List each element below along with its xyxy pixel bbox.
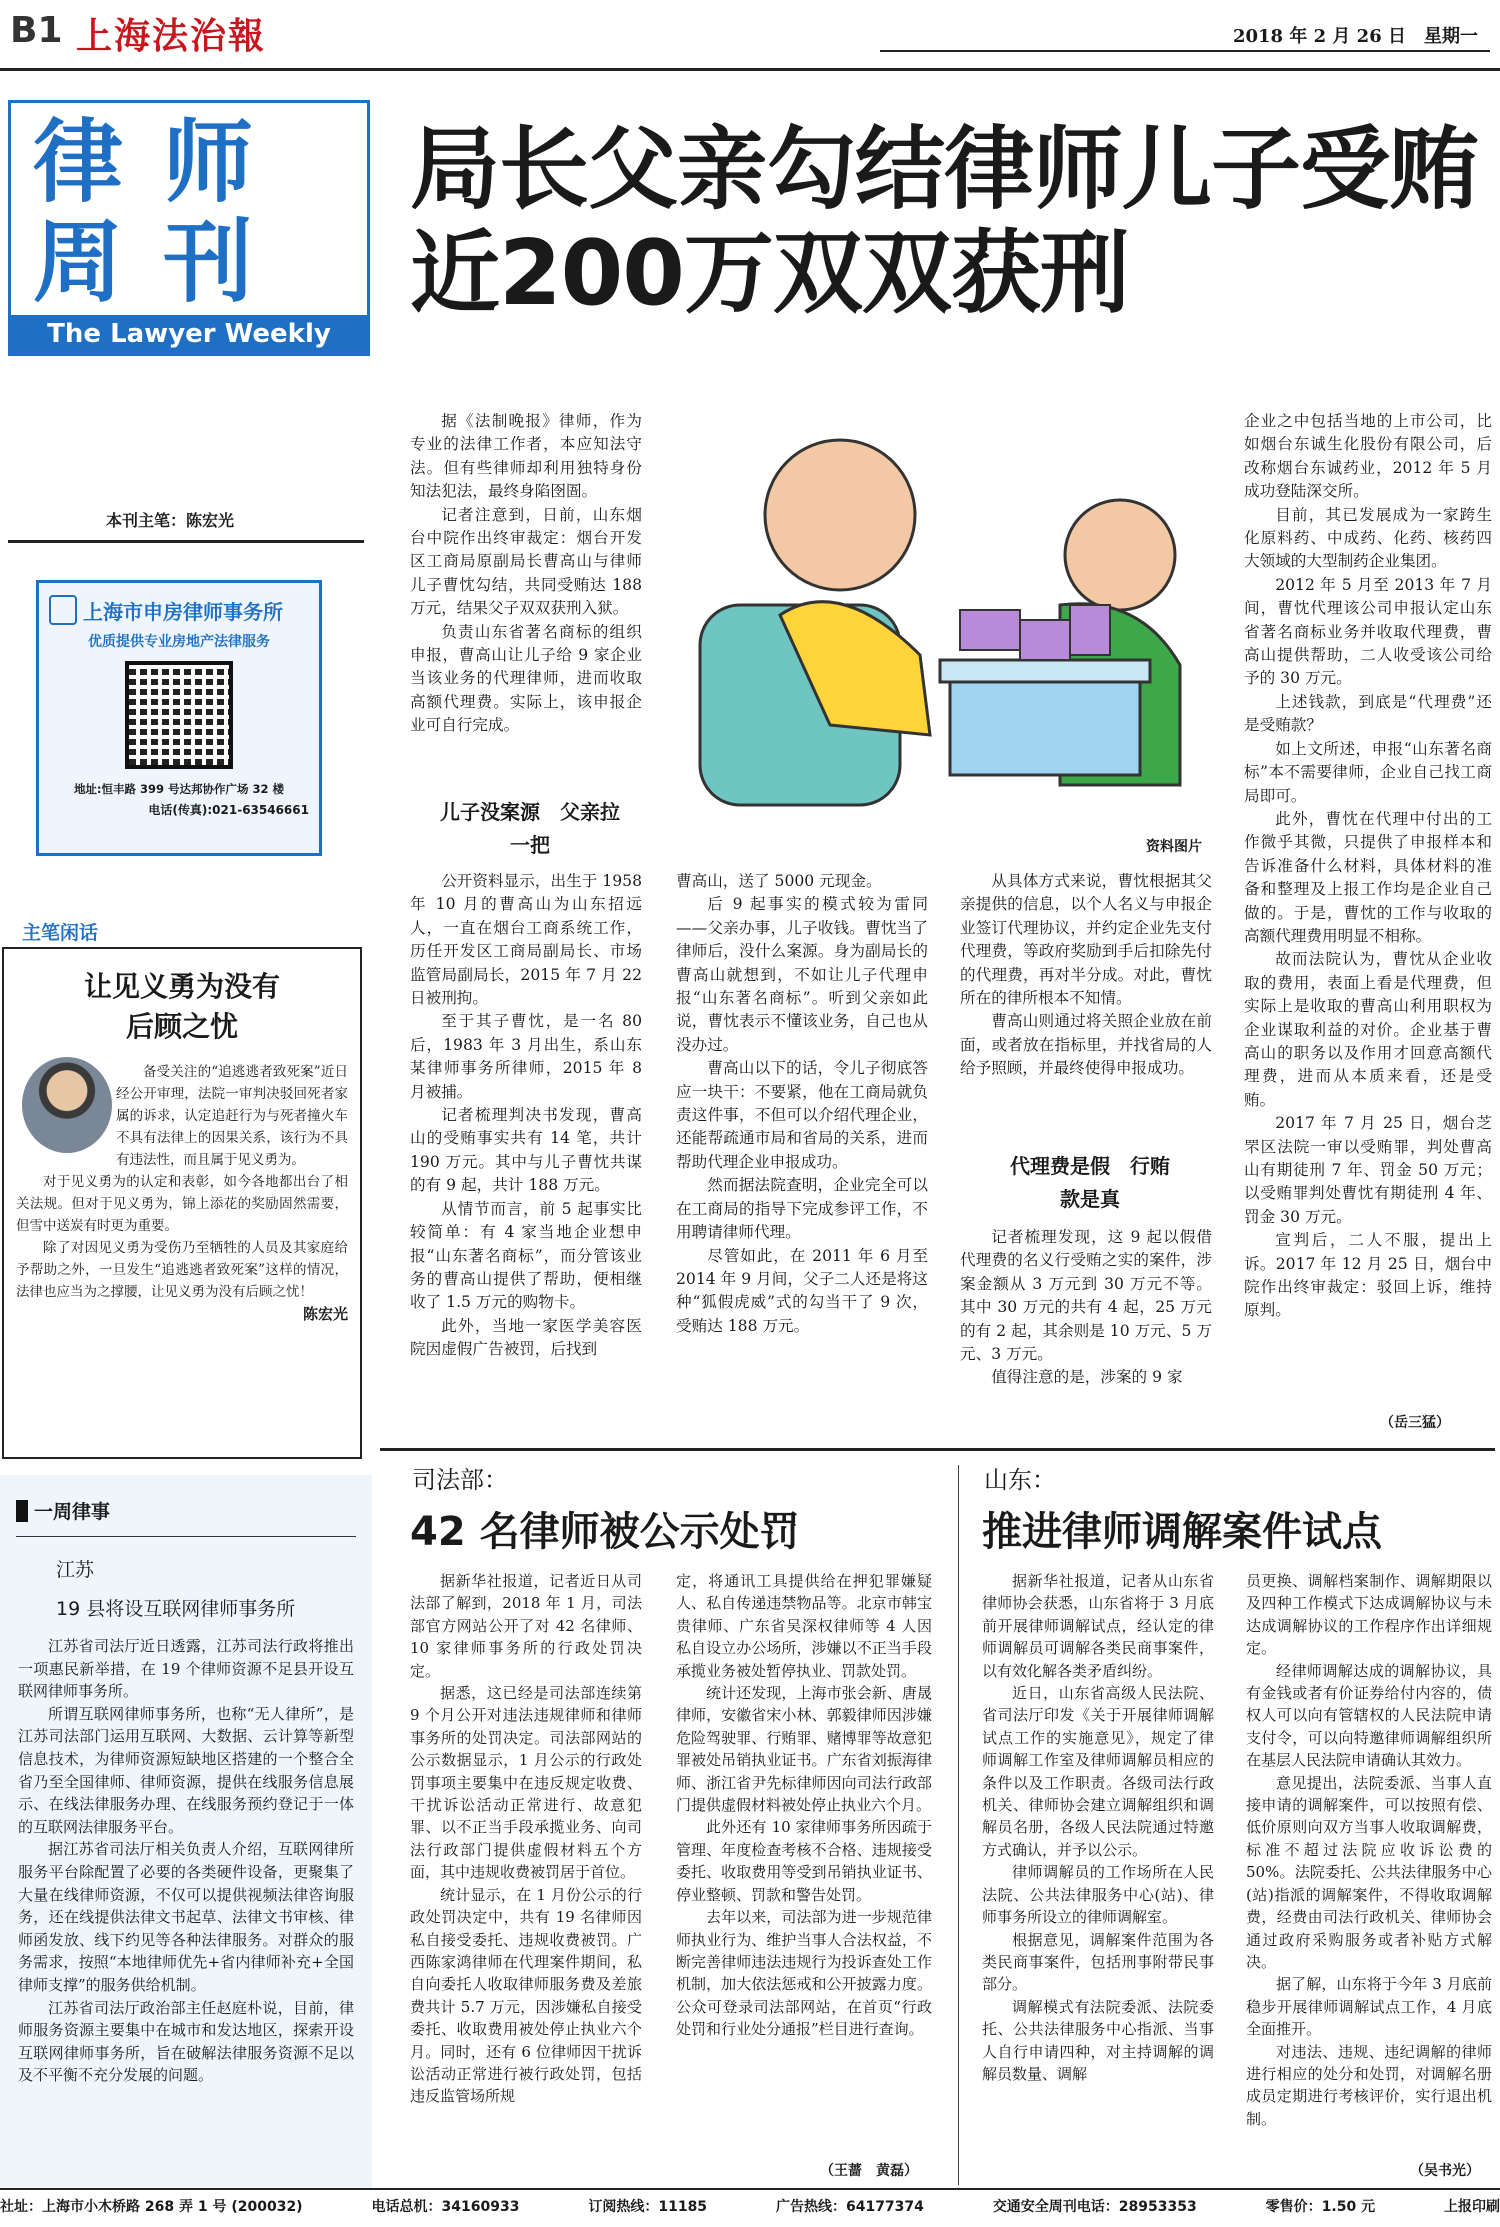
weekly-news-paragraph: 江苏省司法厅政治部主任赵庭朴说，目前，律师服务资源主要集中在城市和发达地区，探索开设互联网律师事务所，旨在破解法律服务资源不足以及不平衡不充分发展的问题。 — [18, 1998, 354, 2085]
section-marker-icon — [16, 1500, 28, 1522]
page-number-text: B1 — [10, 10, 63, 51]
right-story-kicker: 山东： — [984, 1466, 1056, 1494]
mid-story-headline: 42 名律师被公示处罚 — [410, 1509, 800, 1555]
mid-story-paragraph: 据悉，这已经是司法部连续第 9 个月公开对违法违规律师和律师事务所的处罚决定。司法部网站的公示数据显示，1 月公示的行政处罚事项主要集中在违反规定收费、干扰诉讼活动正常进行、故意犯罪、以不正当手段承揽业务、向司法行政部门提供虚假材料五个方面，其中违规收费被罚居于首位。 — [410, 1684, 642, 1882]
paper-name: 上海法治報 — [76, 15, 267, 57]
right-story-headline: 推进律师调解案件试点 — [982, 1509, 1382, 1555]
column-brand-title: 律师周刊 — [33, 110, 293, 315]
lead-paragraph: 故而法院认为，曹忱从企业收取的费用，表面上看是代理费，但实际上是收取的曹高山利用职权为企业谋取利益的对价。企业基于曹高山的职务以及作用才回意高额代理费，进而从本质来看，还是受贿。 — [1244, 950, 1492, 1109]
lead-illustration — [680, 405, 1210, 825]
editorial-author: 陈宏光 — [302, 1305, 348, 1323]
weekly-news-paragraph: 所谓互联网律师事务所，也称“无人律所”，是江苏司法部门运用互联网、大数据、云计算等新型信息技术，为律师资源短缺地区搭建的一个整合全省乃至全国律师、律师资源，提供在线服务信息展示、在线法律服务办理、在线服务预约登记于一体的互联网法律服务平台。 — [18, 1704, 354, 1836]
right-story-column-1 — [982, 1570, 1214, 2182]
weekly-news-paragraph: 江苏省司法厅近日透露，江苏司法行政将推出一项惠民新举措，在 19 个律师资源不足县开设互联网律师事务所。 — [18, 1637, 354, 1701]
mid-story-paragraph: 此外还有 10 家律师事务所因疏于管理、年度检查考核不合格、违规接受委托、收取费用等受到吊销执业证书、停业整顿、罚款和警告处罚。 — [676, 1818, 932, 1904]
mid-story-paragraph: 统计还发现，上海市张会新、唐晟律师，安徽省宋小林、郭毅律师因涉嫌危险驾驶罪、行贿罪、赌博罪等故意犯罪被处吊销执业证书。广东省刘振海律师、浙江省尹先标律师因向司法行政部门提供虚假材料被处停止执业六个月。 — [676, 1684, 932, 1815]
lead-paragraph: 然而据法院查明，企业完全可以在工商局的指导下完成参评工作，不用聘请律师代理。 — [676, 1176, 928, 1242]
lead-paragraph: 此外，曹忱在代理中付出的工作微乎其微，只提供了申报样本和告诉准备什么材料，具体材料的准备和整理及上报工作均是企业自己做的。于是，曹忱的工作与收取的高额代理费用明显不相称。 — [1244, 809, 1492, 945]
lead-paragraph: 据《法制晚报》律师，作为专业的法律工作者，本应知法守法。但有些律师却利用独特身份知法犯法，最终身陷囹圄。 — [410, 412, 642, 501]
right-story-column-2 — [1246, 1570, 1492, 2160]
lead-paragraph: 记者梳理发现，这 9 起以假借代理费的名义行受贿之实的案件，涉案金额从 3 万元到 30 万元不等。其中 30 万元的共有 4 起，25 万元的有 2 起，其余则是 10 万元、5 万元、3 万元。 — [960, 1228, 1212, 1364]
lead-column-1 — [410, 410, 642, 810]
lead-paragraph: 曹高山，送了 5000 元现金。 — [676, 872, 882, 890]
right-story-paragraph: 调解模式有法院委派、法院委托、公共法律服务中心指派、当事人自行申请四种，对主持调解的调解员数量、调解 — [982, 1997, 1214, 2083]
mid-story-kicker: 司法部： — [412, 1466, 508, 1494]
footer-subscribe: 订阅热线：11185 — [588, 2199, 708, 2215]
footer-printer: 上报印刷 — [1443, 2199, 1500, 2215]
lead-paragraph: 负责山东省著名商标的组织申报，曹高山让儿子给 9 家企业当该业务的代理律师，进而收取高额代理费。实际上，该申报企业可自行完成。 — [410, 622, 642, 735]
editorial-paragraph: 对于见义勇为的认定和表彰，如今各地都出台了相关法规。但对于见义勇为，锦上添花的奖励固然需要，但雪中送炭有时更为重要。 — [16, 1174, 348, 1234]
lead-paragraph: 曹高山则通过将关照企业放在前面，或者放在指标里，并找省局的人给予照顾，并最终使得申报成功。 — [960, 1012, 1212, 1078]
lead-paragraph: 值得注意的是，涉案的 9 家 — [991, 1368, 1183, 1387]
mid-story-column-1 — [410, 1570, 642, 2180]
editorial-box — [2, 947, 362, 1459]
column-brand — [8, 100, 370, 356]
right-story-paragraph: 员更换、调解档案制作、调解期限以及四种工作模式下达成调解协议与未达成调解协议的工作程序作出详细规定。 — [1246, 1572, 1492, 1658]
lead-subheading-1: 儿子没案源 父亲拉一把 — [440, 800, 620, 857]
lead-column-3 — [960, 870, 1212, 1160]
lead-paragraph: 记者注意到，日前，山东烟台中院作出终审裁定：烟台开发区工商局原副局长曹高山与律师儿子曹忱勾结，共同受贿达 188 万元，结果父子双双获刑入狱。 — [410, 505, 642, 618]
lead-paragraph: 尽管如此，在 2011 年 6 月至 2014 年 9 月间，父子二人还是将这种“狐假虎威”式的勾当干了 9 次，受贿达 188 万元。 — [676, 1246, 928, 1335]
column-brand-subtitle: The Lawyer Weekly — [11, 315, 367, 353]
lead-column-3b — [960, 1226, 1212, 1436]
lead-headline: 局长父亲勾结律师儿子受贿近200万双双获刑 — [410, 117, 1478, 326]
right-story-author: （吴书光） — [1410, 2163, 1480, 2179]
law-firm-address: 地址:恒丰路 399 号达邦协作广场 32 楼 — [73, 782, 285, 796]
mid-story-paragraph: 去年以来，司法部为进一步规范律师执业行为、维护当事人合法权益，不断完善律师违法违规行为投诉查处工作机制，加大依法惩戒和公开披露力度。公众可登录司法部网站，在首页“行政处罚和行业处分通报”栏目进行查询。 — [676, 1908, 932, 2039]
right-story-paragraph: 据了解，山东将于今年 3 月底前稳步开展律师调解试点工作，4 月底全面推开。 — [1246, 1975, 1492, 2039]
column-editor: 本刊主笔：陈宏光 — [106, 511, 235, 530]
law-firm-logo-icon — [49, 595, 77, 625]
right-story-paragraph: 根据意见，调解案件范围为各类民商事案件，包括刑事附带民事部分。 — [982, 1930, 1214, 1994]
lead-column-4 — [1244, 410, 1492, 1410]
right-story-paragraph: 对违法、违规、违纪调解的律师进行相应的处分和处罚，对调解名册成员定期进行考核评价，实行退出机制。 — [1246, 2042, 1492, 2128]
mid-story-paragraph: 定，将通讯工具提供给在押犯罪嫌疑人、私自传递违禁物品等。北京市韩宝贵律师、广东省吴深权律师等 4 人因私自设立办公场所，涉嫌以不正当手段承揽业务被处暂停执业、罚款处罚。 — [676, 1572, 932, 1680]
lead-subheading-2: 代理费是假 行贿款是真 — [1010, 1154, 1170, 1211]
law-firm-slogan: 优质提供专业房地产法律服务 — [88, 634, 270, 650]
weekly-news-title: 19 县将设互联网律师事务所 — [56, 1598, 296, 1620]
mid-story-paragraph: 统计显示，在 1 月份公示的行政处罚决定中，共有 19 名律师因私自接受委托、违规收费被罚。广西陈家鸿律师在代理案件期间，私自向委托人收取律师服务费及差旅费共计 5.7 万元，因涉嫌私自接受委托、收取费用被处停止执业六个月。同时，还有 6 位律师因干扰诉讼活动正常进行被行政处罚，包括违反监管场所规 — [410, 1885, 642, 2106]
image-caption: 资料图片 — [1146, 839, 1202, 855]
law-firm-name: 上海市申房律师事务所 — [83, 599, 283, 624]
lead-paragraph: 记者梳理判决书发现，曹高山的受贿事实共有 14 笔，共计 190 万元。其中与儿子曹忱共谋的有 9 起，共计 188 万元。 — [410, 1106, 642, 1195]
lead-paragraph: 从情节而言，前 5 起事实比较简单：有 4 家当地企业想申报“山东著名商标”，而分管该业务的曹高山提供了帮助，便相继收了 1.5 万元的购物卡。 — [410, 1199, 642, 1312]
lead-column-1b — [410, 870, 642, 1430]
lead-paragraph: 从具体方式来说，曹忱根据其父亲提供的信息，以个人名义与申报企业签订代理协议，并约定企业先支付代理费，等政府奖励到手后扣除先付的代理费，再对半分成。对此，曹忱所在的律所根本不知情。 — [960, 872, 1212, 1008]
column-divider — [958, 1465, 959, 2185]
editorial-paragraph: 除了对因见义勇为受伤乃至牺牲的人员及其家庭给予帮助之外，一旦发生“追逃逃者致死案”这样的情况，法律也应当为之撑腰，让见义勇为没有后顾之忧！ — [16, 1240, 348, 1300]
mid-story-paragraph: 据新华社报道，记者近日从司法部了解到，2018 年 1 月，司法部官方网站公开了对 42 名律师、10 家律师事务所的行政处罚决定。 — [410, 1572, 642, 1680]
right-story-paragraph: 经律师调解达成的调解协议，具有金钱或者有价证券给付内容的，债权人可以向有管辖权的人民法院申请支付令，可以向特邀律师调解组织所在基层人民法院申请确认其效力。 — [1246, 1661, 1492, 1770]
right-story-paragraph: 意见提出，法院委派、当事人直接申请的调解案件，可以按照有偿、低价原则向双方当事人收取调解费，标准不超过法院应收诉讼费的 50%。法院委托、公共法律服务中心(站)指派的调解案件，不得收取调解费，经费由司法行政机关、律师协会通过政府采购服务或者补贴方式解决。 — [1246, 1773, 1492, 1971]
law-firm-ad[interactable] — [36, 580, 322, 856]
weekly-news-paragraph: 据江苏省司法厅相关负责人介绍，互联网律所服务平台除配置了必要的各类硬件设备，更聚集了大量在线律师资源，不仅可以提供视频法律咨询服务，还在线提供法律文书起草、法律文书审核、律师函发放、线下约见等各种法律服务。对群众的服务需求，按照“本地律师优先+省内律师补充+全国律师支撑”的服务供给机制。 — [18, 1840, 354, 1994]
weekly-news-box — [0, 1475, 372, 2190]
right-story-paragraph: 近日，山东省高级人民法院、省司法厅印发《关于开展律师调解试点工作的实施意见》，规定了律师调解工作室及律师调解员相应的条件以及工作职责。各级司法行政机关、律师协会建立调解组织和调解员名册，各级人民法院通过特邀方式确认，并予以公示。 — [982, 1684, 1214, 1859]
lead-paragraph: 2012 年 5 月至 2013 年 7 月间，曹忱代理该公司申报认定山东省著名商标业务并收取代理费，曹高山提供帮助，二人收受该公司给予的 30 万元。 — [1244, 575, 1492, 688]
editorial-section-label: 主笔闲话 — [22, 922, 99, 944]
lead-paragraph: 公开资料显示，出生于 1958 年 10 月的曹高山为山东招远人，一直在烟台工商系统工作，历任开发区工商局副局长、市场监管局副局长，2015 年 7 月 22 日被刑拘。 — [410, 872, 642, 1008]
page-number — [10, 10, 68, 54]
lead-paragraph: 曹高山以下的话，令儿子彻底答应一块干：不要紧，他在工商局就负责这件事，不但可以介绍代理企业，还能帮疏通市局和省局的关系，进而帮助代理企业申报成功。 — [676, 1059, 928, 1171]
lead-column-2 — [676, 870, 928, 1430]
footer-traffic: 交通安全周刊电话：28953353 — [992, 2199, 1197, 2215]
editorial-paragraph: 备受关注的“追逃逃者致死案”近日经公开审理，法院一审判决驳回死者家属的诉求，认定追赶行为与死者撞火车不具有法律上的因果关系，该行为不具有违法性，而且属于见义勇为。 — [116, 1064, 348, 1168]
weekly-news-section: 一周律事 — [34, 1501, 111, 1523]
mid-story-author: （王蔷 黄磊） — [820, 2163, 918, 2179]
editorial-title: 让见义勇为没有后顾之忧 — [83, 970, 280, 1043]
right-story-paragraph: 律师调解员的工作场所在人民法院、公共法律服务中心(站)、律师事务所设立的律师调解室。 — [982, 1863, 1214, 1927]
issue-date: 2018 年 2 月 26 日 星期一 — [1232, 26, 1478, 47]
lead-paragraph: 宣判后，二人不服，提出上诉。2017 年 12 月 25 日，烟台中院作出终审裁定：驳回上诉，维持原判。 — [1244, 1231, 1492, 1320]
law-firm-phone: 电话(传真):021-63546661 — [148, 803, 309, 817]
lead-author: （岳三猛） — [1380, 1415, 1450, 1431]
qr-code-icon — [125, 661, 233, 769]
lead-paragraph: 至于其子曹忱，是一名 80 后，1983 年 3 月出生，系山东某律师事务所律师，2015 年 8 月被捕。 — [410, 1012, 642, 1101]
lead-paragraph: 企业之中包括当地的上市公司，比如烟台东诚生化股份有限公司，后改称烟台东诚药业，2012 年 5 月成功登陆深交所。 — [1244, 412, 1492, 501]
footer-tel: 电话总机：34160933 — [371, 2199, 520, 2215]
author-photo — [22, 1057, 112, 1153]
lead-paragraph: 此外，当地一家医学美容医院因虚假广告被罚，后找到 — [410, 1316, 642, 1359]
footer-price: 零售价：1.50 元 — [1265, 2199, 1376, 2215]
weekly-news-region: 江苏 — [56, 1559, 95, 1581]
footer-ads: 广告热线：64177374 — [775, 2199, 924, 2215]
mid-story-column-2 — [676, 1570, 932, 2160]
lead-paragraph: 目前，其已发展成为一家跨生化原料药、中成药、化药、核药四大领域的大型制药企业集团。 — [1244, 505, 1492, 571]
lead-paragraph: 2017 年 7 月 25 日，烟台芝罘区法院一审以受贿罪，判处曹高山有期徒刑 7 年、罚金 50 万元；以受贿罪判处曹忱有期徒刑 4 年、罚金 30 万元。 — [1244, 1114, 1492, 1226]
footer-bar — [0, 2196, 1500, 2222]
lead-paragraph: 后 9 起事实的模式较为雷同——父亲办事，儿子收钱。曹忱当了律师后，没什么案源。身为副局长的曹高山就想到，不如让儿子代理申报“山东著名商标”。听到父亲如此说，曹忱表示不懂该业务，自己也从没办过。 — [676, 895, 928, 1054]
lead-paragraph: 如上文所述，申报“山东著名商标”本不需要律师，企业自己找工商局即可。 — [1244, 739, 1492, 805]
lead-paragraph: 上述钱款，到底是“代理费”还是受贿款？ — [1244, 692, 1492, 735]
right-story-paragraph: 据新华社报道，记者从山东省律师协会获悉，山东省将于 3 月底前开展律师调解试点，经认定的律师调解员可调解各类民商事案件，以有效化解各类矛盾纠纷。 — [982, 1572, 1214, 1680]
footer-address: 社址：上海市小木桥路 268 弄 1 号 (200032) — [0, 2199, 303, 2215]
